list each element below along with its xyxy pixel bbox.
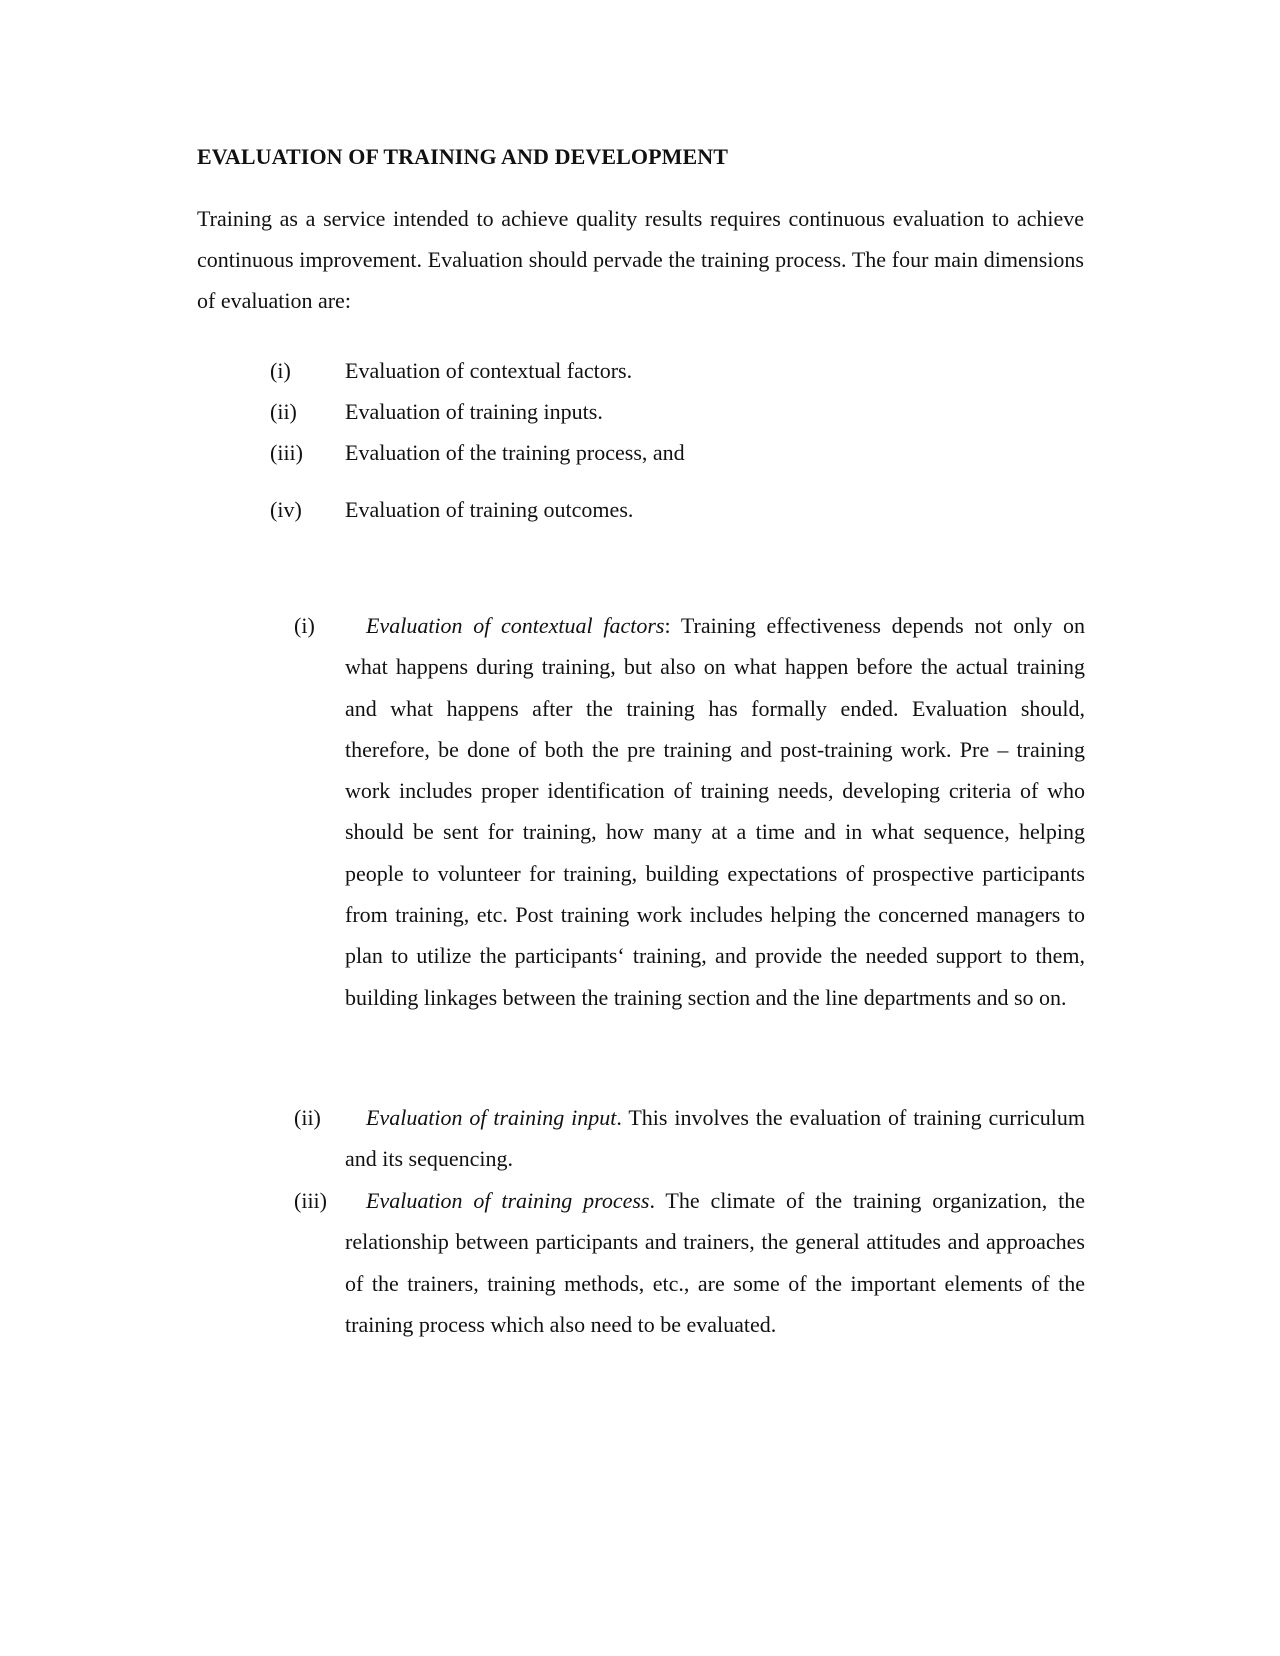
detail-title: Evaluation of training input — [366, 1105, 617, 1130]
intro-paragraph: Training as a service intended to achieve quality results requires continuous evaluation to achieve continuous improvement. Evaluation should pervade the training process. The four main dimensions of evaluation are: — [197, 206, 1084, 313]
detail-section-contextual-factors — [294, 605, 1085, 1018]
list-item-text: Evaluation of contextual factors. — [345, 358, 633, 383]
list-item-text: Evaluation of training inputs. — [345, 399, 603, 424]
detail-text: The climate of the training organization, the relationship between participants and trainers, the general attitudes and approaches of the trainers, training methods, etc., are some of the important elements of the training process which also need to be evaluated. — [345, 1188, 1085, 1337]
list-item-text: Evaluation of the training process, and — [345, 440, 685, 465]
detail-number: (i) — [294, 613, 315, 638]
detail-separator: : — [664, 613, 671, 638]
detail-title: Evaluation of contextual factors — [366, 613, 665, 638]
list-item-number: (i) — [270, 358, 291, 383]
detail-body — [345, 605, 1085, 1018]
detail-section-training-process — [294, 1180, 1085, 1345]
list-item-number: (iv) — [270, 497, 302, 522]
detail-number: (iii) — [294, 1188, 327, 1213]
page-title: EVALUATION OF TRAINING AND DEVELOPMENT — [197, 144, 729, 169]
detail-number: (ii) — [294, 1105, 321, 1130]
list-item-number: (ii) — [270, 399, 297, 424]
detail-separator: . — [649, 1188, 655, 1213]
detail-body — [345, 1097, 1085, 1180]
detail-text: This involves the evaluation of training curriculum and its sequencing. — [345, 1105, 1086, 1172]
detail-separator: . — [616, 1105, 622, 1130]
detail-title: Evaluation of training process — [366, 1188, 650, 1213]
detail-body — [345, 1180, 1085, 1345]
list-item-number: (iii) — [270, 440, 303, 465]
detail-section-training-input — [294, 1097, 1085, 1180]
list-item-text: Evaluation of training outcomes. — [345, 497, 634, 522]
detail-text: Training effectiveness depends not only on what happens during training, but also on what happen before the actual training and what happens after the training has formally ended. Evaluation should, therefore, be done of both the pre training and post-training work. Pre – training work includes proper identification of training needs, developing criteria of who should be sent for training, how many at a time and in what sequence, helping people to volunteer for training, building expectations of prospective participants from training, etc. Post training work includes helping the concerned managers to plan to utilize the participants‘ training, and provide the needed support to them, building linkages between the training section and the line departments and so on. — [345, 613, 1085, 1010]
